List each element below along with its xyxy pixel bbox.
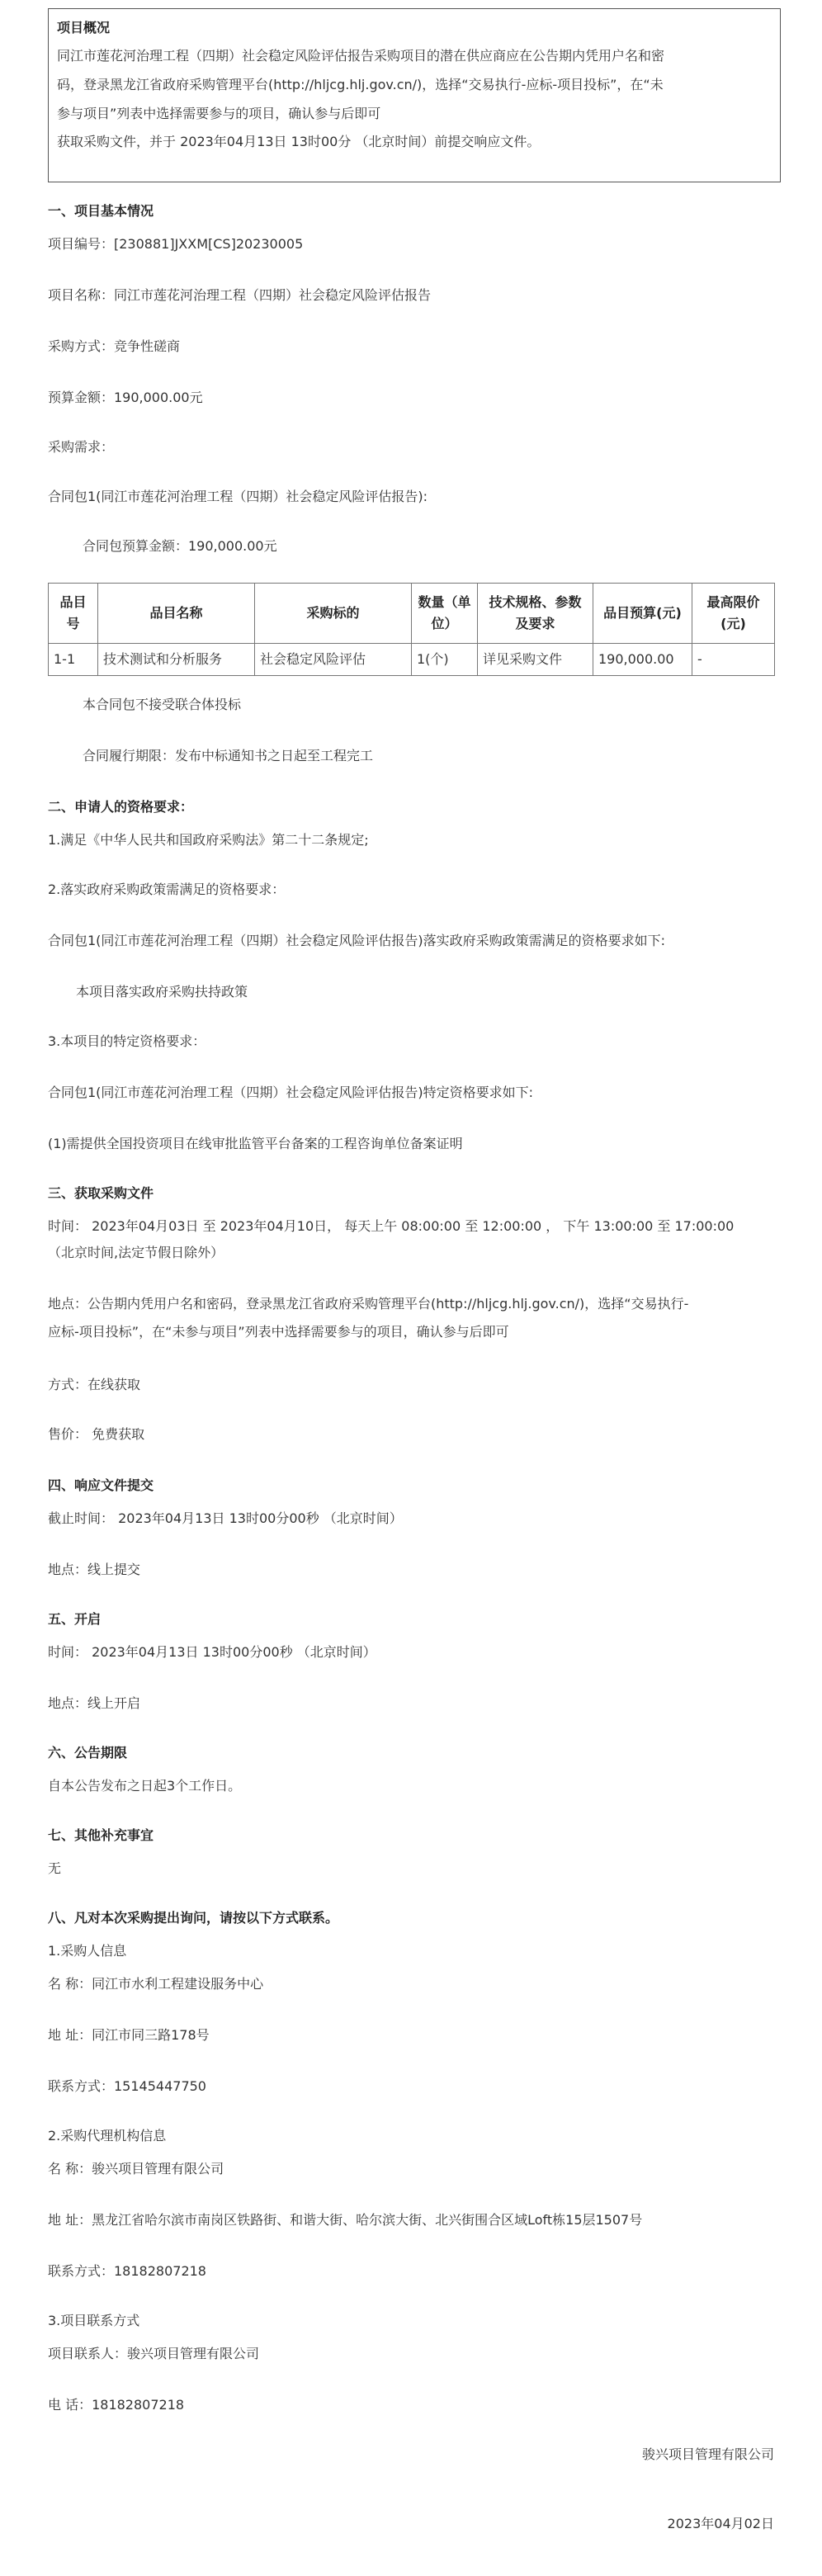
project-overview-box — [48, 8, 781, 182]
submission-place: 地点：线上提交 — [48, 1562, 141, 1577]
table-header-cell: 采购标的 — [255, 584, 412, 644]
section-qualification-heading: 二、申请人的资格要求： — [48, 799, 194, 815]
agency-address: 地 址：黑龙江省哈尔滨市南岗区铁路街、和谐大街、哈尔滨大街、北兴街围合区域Loft栋15层1507号 — [48, 2212, 643, 2228]
contact-person: 项目联系人：骏兴项目管理有限公司 — [48, 2346, 260, 2361]
overview-line: 同江市莲花河治理工程（四期）社会稳定风险评估报告采购项目的潜在供应商应在公告期内凭用户名和密 — [57, 48, 665, 64]
buyer-address: 地 址：同江市同三路178号 — [48, 2027, 210, 2043]
table-cell: 1-1 — [49, 644, 98, 676]
procurement-items-table — [48, 583, 775, 676]
opening-place: 地点：线上开启 — [48, 1695, 141, 1711]
project-name: 项目名称：同江市莲花河治理工程（四期）社会稳定风险评估报告 — [48, 287, 432, 303]
overview-title: 项目概况 — [57, 20, 111, 35]
procurement-method: 采购方式：竞争性磋商 — [48, 338, 181, 354]
overview-line: 码，登录黑龙江省政府采购管理平台(http://hljcg.hlj.gov.cn/)，选择“交易执行-应标-项目投标”，在“未 — [57, 77, 664, 92]
overview-line: 获取采购文件，并于 2023年04月13日 13时00分 （北京时间）前提交响应文件。 — [57, 134, 541, 149]
table-cell: 1(个) — [412, 644, 478, 676]
notice-period-text: 自本公告发布之日起3个工作日。 — [48, 1778, 242, 1794]
obtain-place-line: 应标-项目投标”，在“未参与项目”列表中选择需要参与的项目，确认参与后即可 — [48, 1324, 509, 1340]
qualification-item-1: 1.满足《中华人民共和国政府采购法》第二十二条规定; — [48, 832, 369, 848]
section-opening-heading: 五、开启 — [48, 1611, 102, 1627]
overview-line: 参与项目”列表中选择需要参与的项目，确认参与后即可 — [57, 106, 381, 121]
section-notice-period-heading: 六、公告期限 — [48, 1745, 128, 1761]
obtain-price: 售价： 免费获取 — [48, 1426, 145, 1442]
agency-name: 名 称：骏兴项目管理有限公司 — [48, 2161, 224, 2177]
table-cell: 190,000.00 — [593, 644, 692, 676]
section-other-heading: 七、其他补充事宜 — [48, 1827, 154, 1843]
section-contact-heading: 八、凡对本次采购提出询问，请按以下方式联系。 — [48, 1910, 339, 1926]
other-text: 无 — [48, 1860, 62, 1876]
budget-amount: 预算金额：190,000.00元 — [48, 390, 203, 405]
obtain-time-line: 时间： 2023年04月03日 至 2023年04月10日， 每天上午 08:00:00 至 12:00:00 ， 下午 13:00:00 至 17:00:00 — [48, 1218, 735, 1234]
qualification-item-3-detail: (1)需提供全国投资项目在线审批监管平台备案的工程咨询单位备案证明 — [48, 1136, 463, 1151]
submission-deadline: 截止时间： 2023年04月13日 13时00分00秒 （北京时间） — [48, 1510, 403, 1526]
contact-phone: 电 话：18182807218 — [48, 2397, 185, 2413]
table-header-cell: 技术规格、参数及要求 — [478, 584, 593, 644]
table-cell: 技术测试和分析服务 — [98, 644, 255, 676]
footer-date: 2023年04月02日 — [667, 2516, 774, 2531]
section-submission-heading: 四、响应文件提交 — [48, 1477, 154, 1493]
section-obtain-docs-heading: 三、获取采购文件 — [48, 1185, 154, 1201]
obtain-place-line: 地点：公告期内凭用户名和密码，登录黑龙江省政府采购管理平台(http://hljcg.hlj.gov.cn/)，选择“交易执行- — [48, 1296, 689, 1312]
table-cell: 详见采购文件 — [478, 644, 593, 676]
qualification-item-2: 2.落实政府采购政策需满足的资格要求： — [48, 882, 286, 897]
no-consortium-note: 本合同包不接受联合体投标 — [83, 697, 242, 712]
contract-term: 合同履行期限：发布中标通知书之日起至工程完工 — [83, 748, 374, 763]
table-header-cell: 品目预算(元) — [593, 584, 692, 644]
section-basic-info-heading: 一、项目基本情况 — [48, 203, 154, 219]
contact-info-title: 3.项目联系方式 — [48, 2313, 140, 2328]
procurement-demand-label: 采购需求： — [48, 439, 115, 455]
agency-phone: 联系方式：18182807218 — [48, 2263, 206, 2279]
buyer-phone: 联系方式：15145447750 — [48, 2078, 206, 2094]
footer-company: 骏兴项目管理有限公司 — [641, 2446, 774, 2462]
lot-line: 合同包1(同江市莲花河治理工程（四期）社会稳定风险评估报告): — [48, 489, 428, 504]
agency-info-title: 2.采购代理机构信息 — [48, 2128, 167, 2144]
table-header-cell: 最高限价(元) — [692, 584, 775, 644]
qualification-item-3-lot: 合同包1(同江市莲花河治理工程（四期）社会稳定风险评估报告)特定资格要求如下: — [48, 1085, 534, 1100]
table-header-cell: 品目号 — [49, 584, 98, 644]
obtain-way: 方式：在线获取 — [48, 1377, 141, 1392]
opening-time: 时间： 2023年04月13日 13时00分00秒 （北京时间） — [48, 1644, 376, 1660]
table-header-row — [49, 584, 775, 644]
buyer-name: 名 称：同江市水利工程建设服务中心 — [48, 1976, 264, 1992]
table-cell: 社会稳定风险评估 — [255, 644, 412, 676]
obtain-time-note: （北京时间,法定节假日除外） — [48, 1245, 224, 1260]
qualification-item-3: 3.本项目的特定资格要求： — [48, 1033, 206, 1049]
qualification-item-2-detail: 本项目落实政府采购扶持政策 — [76, 984, 248, 1000]
table-header-cell: 数量（单位） — [412, 584, 478, 644]
buyer-info-title: 1.采购人信息 — [48, 1943, 127, 1959]
table-cell: - — [692, 644, 775, 676]
qualification-item-2-lot: 合同包1(同江市莲花河治理工程（四期）社会稳定风险评估报告)落实政府采购政策需满足的资格要求如下: — [48, 933, 666, 948]
table-header-cell: 品目名称 — [98, 584, 255, 644]
table-row — [49, 644, 775, 676]
project-number: 项目编号：[230881]JXXM[CS]20230005 — [48, 236, 304, 252]
lot-budget: 合同包预算金额：190,000.00元 — [83, 538, 277, 554]
